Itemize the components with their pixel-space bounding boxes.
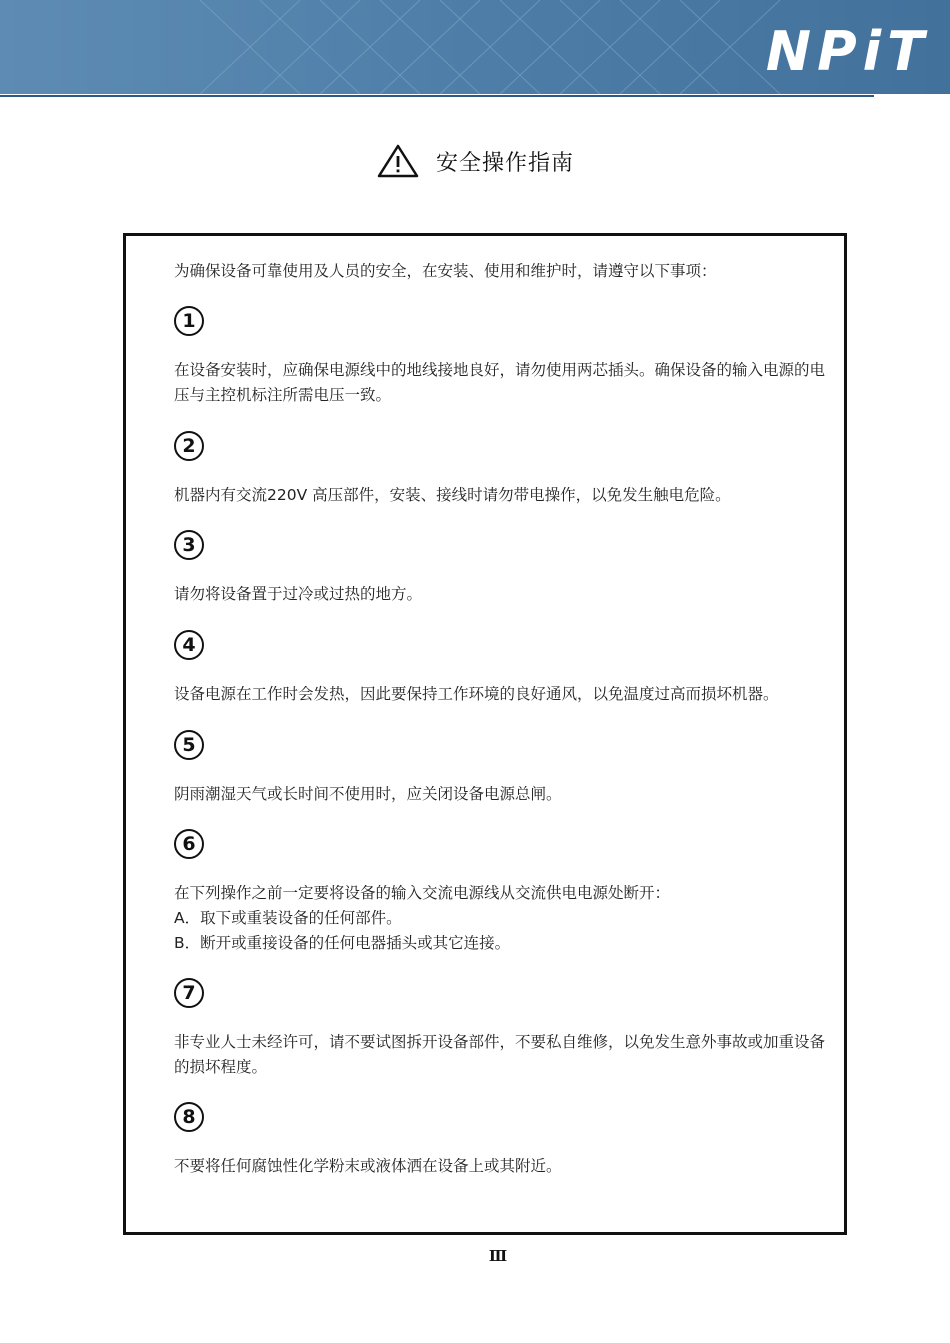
item-text: 在设备安装时，应确保电源线中的地线接地良好，请勿使用两芯插头。确保设备的输入电源的电压与主控机标注所需电压一致。 xyxy=(174,361,826,404)
list-item xyxy=(174,306,838,408)
page-number-mark xyxy=(490,1247,506,1263)
item-number-badge: 8 xyxy=(174,1102,204,1132)
item-number-badge: 3 xyxy=(174,530,204,560)
page-title: 安全操作指南 xyxy=(435,150,574,176)
list-item xyxy=(174,431,731,508)
svg-text:Ⅲ: Ⅲ xyxy=(488,1247,508,1265)
item-text: 阴雨潮湿天气或长时间不使用时，应关闭设备电源总闸。 xyxy=(174,785,562,803)
page-header xyxy=(0,0,950,94)
safety-guide-content xyxy=(174,260,838,1175)
list-item xyxy=(174,1102,562,1179)
item-number-badge: 2 xyxy=(174,431,204,461)
safety-guide-box xyxy=(123,233,847,1235)
item-text: 请勿将设备置于过冷或过热的地方。 xyxy=(174,585,423,603)
item-number-badge: 1 xyxy=(174,306,204,336)
list-item xyxy=(174,829,670,956)
item-number-badge: 4 xyxy=(174,630,204,660)
list-item xyxy=(174,978,838,1080)
item-text: 设备电源在工作时会发热，因此要保持工作环境的良好通风，以免温度过高而损坏机器。 xyxy=(174,685,779,703)
item-text: 机器内有交流220V 高压部件，安装、接线时请勿带电操作，以免发生触电危险。 xyxy=(174,486,731,504)
warning-triangle-icon xyxy=(376,143,420,179)
item-number-badge: 5 xyxy=(174,730,204,760)
item-number-badge: 7 xyxy=(174,978,204,1008)
page-title-row xyxy=(0,143,950,179)
header-divider xyxy=(0,95,874,97)
item-text: 不要将任何腐蚀性化学粉末或液体洒在设备上或其附近。 xyxy=(174,1157,562,1175)
list-item xyxy=(174,730,562,807)
item-number-badge: 6 xyxy=(174,829,204,859)
list-item xyxy=(174,530,422,607)
intro-text: 为确保设备可靠使用及人员的安全，在安装、使用和维护时，请遵守以下事项： xyxy=(174,262,717,280)
item-text: 在下列操作之前一定要将设备的输入交流电源线从交流供电电源处断开： A．取下或重装设备的任何部件。 B．断开或重接设备的任何电器插头或其它连接。 xyxy=(174,884,671,952)
brand-logo: NPiT xyxy=(765,20,930,83)
list-item xyxy=(174,630,779,707)
item-text: 非专业人士未经许可，请不要试图拆开设备部件，不要私自维修，以免发生意外事故或加重设备的损坏程度。 xyxy=(174,1033,826,1076)
